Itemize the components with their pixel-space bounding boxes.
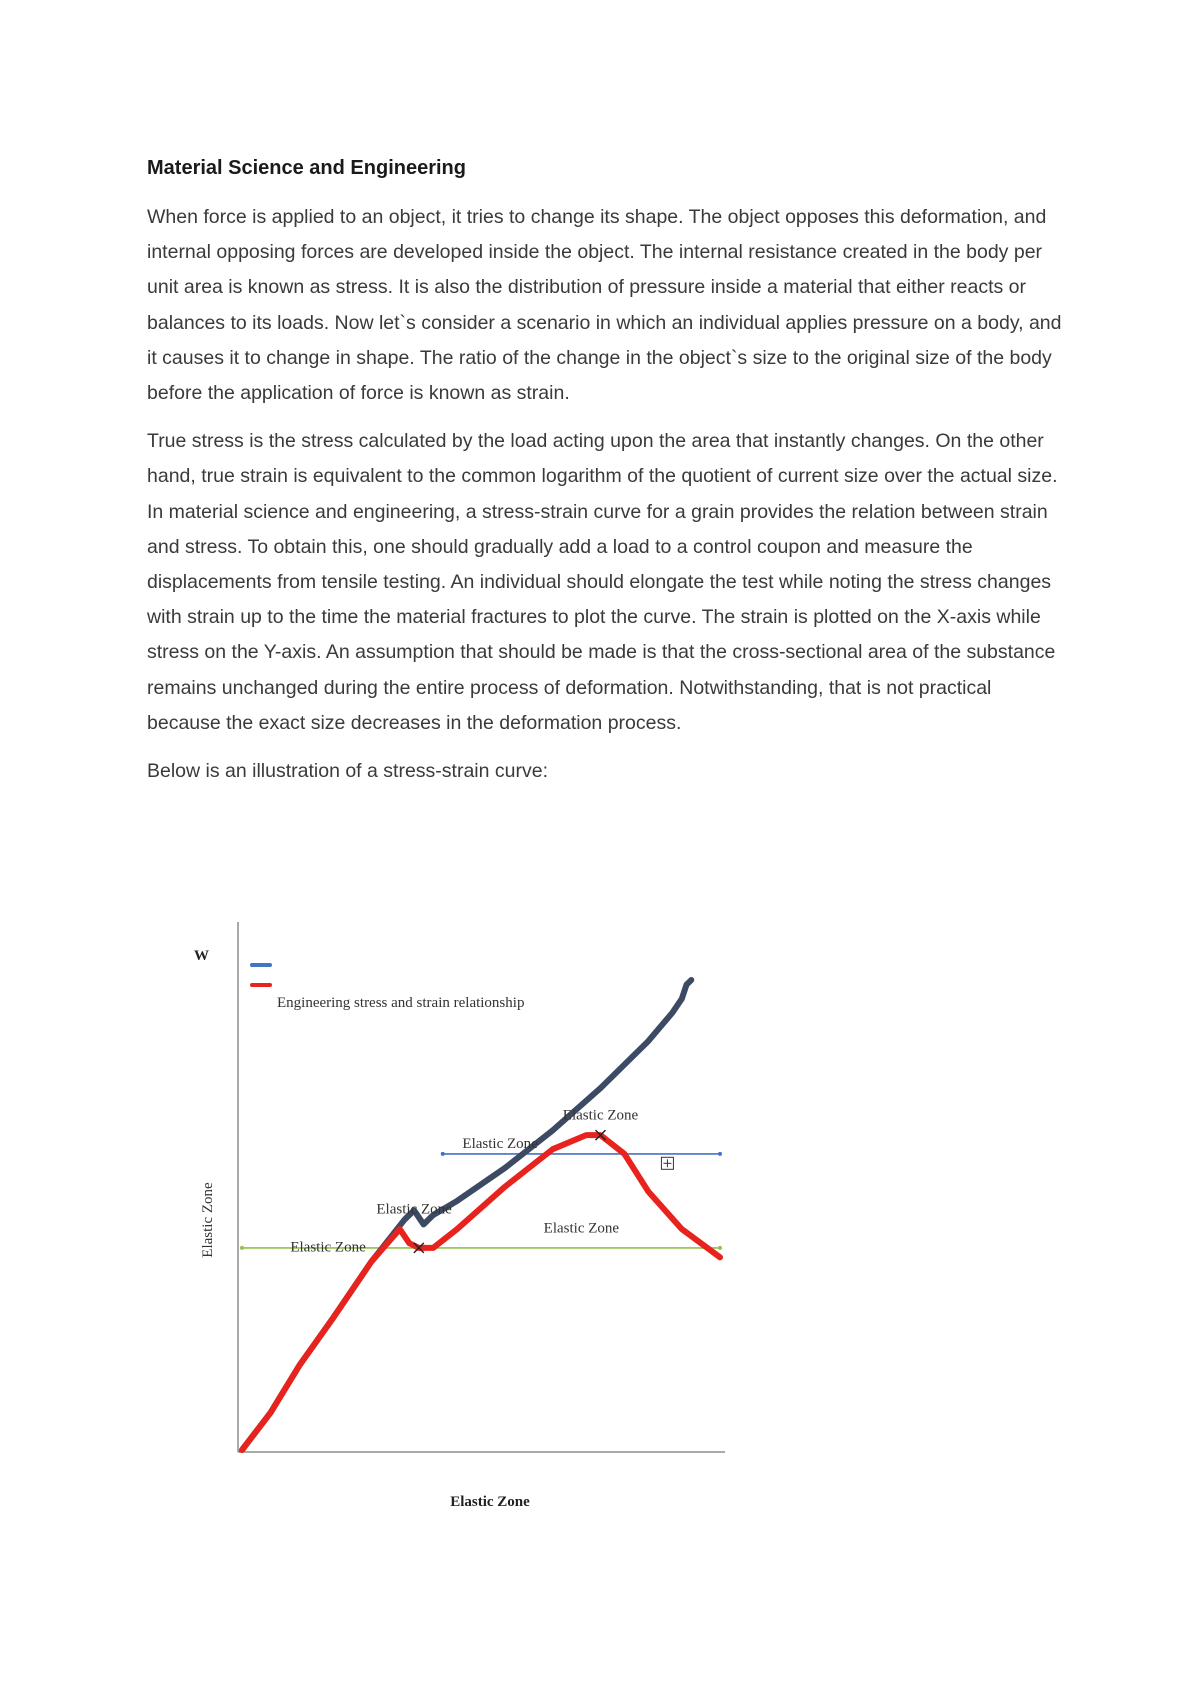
series-1-point-18 <box>718 1256 722 1260</box>
series-1-point-4 <box>369 1260 373 1264</box>
annotation-label-2: Elastic Zone <box>543 1220 620 1237</box>
series-line-0 <box>242 980 691 1450</box>
reference-line-start-1 <box>441 1152 445 1156</box>
series-1-point-14 <box>623 1152 627 1156</box>
document-body <box>147 150 1067 802</box>
stress-strain-figure <box>190 910 800 1520</box>
legend-label-1: Engineering stress and strain relationship <box>277 995 525 1011</box>
x-axis-title: Elastic Zone <box>450 1494 530 1510</box>
corner-label: W <box>194 948 209 964</box>
series-0-point-5 <box>403 1218 407 1222</box>
paragraph-stress-strain-intro: When force is applied to an object, it tries to change its shape. The object opposes this deformation, and internal opposing forces are developed inside the object. The internal resistance created in the body per unit area is known as stress. It is also the distribution of pressure inside a material that either reacts or balances to its loads. Now let`s consider a scenario in which an individual applies pressure on a body, and it causes it to change in shape. The ratio of the change in the object`s size to the original size of the body before the application of force is known as strain. <box>147 206 1062 405</box>
series-0-point-16 <box>685 983 689 987</box>
series-1-point-16 <box>680 1227 684 1231</box>
document-title: Material Science and Engineering <box>147 157 466 179</box>
stress-strain-chart <box>190 910 800 1520</box>
series-0-point-17 <box>690 978 694 982</box>
reference-line-start-0 <box>240 1246 244 1250</box>
series-1-point-1 <box>269 1411 273 1415</box>
series-1-point-12 <box>584 1133 588 1137</box>
series-0-point-12 <box>599 1086 603 1090</box>
annotation-label-3: Elastic Zone <box>462 1135 538 1152</box>
series-1-point-11 <box>551 1147 555 1151</box>
series-1-point-15 <box>647 1190 651 1194</box>
annotation-label-0: Elastic Zone <box>290 1239 366 1256</box>
series-0-point-14 <box>670 1011 674 1015</box>
series-1-point-0 <box>240 1448 244 1452</box>
series-0-point-7 <box>422 1223 426 1227</box>
series-1-point-9 <box>455 1227 459 1231</box>
annotation-label-1: Elastic Zone <box>376 1201 452 1218</box>
paragraph-figure-intro: Below is an illustration of a stress-strain curve: <box>147 760 548 783</box>
series-1-point-10 <box>503 1185 507 1189</box>
series-1-point-6 <box>408 1241 412 1245</box>
series-0-point-15 <box>680 997 684 1001</box>
y-axis-title: Elastic Zone <box>200 1182 216 1258</box>
annotation-label-4: Elastic Zone <box>562 1107 639 1124</box>
series-0-point-13 <box>647 1039 651 1043</box>
series-1-point-3 <box>331 1317 335 1321</box>
series-0-point-11 <box>551 1129 555 1133</box>
series-0-point-9 <box>455 1199 459 1203</box>
series-0-point-10 <box>503 1166 507 1170</box>
paragraph-true-stress: True stress is the stress calculated by the load acting upon the area that instantly changes. On the other hand, true strain is equivalent to the common logarithm of the quotient of current size over the actual size. In material science and engineering, a stress-strain curve for a grain provides the relation between strain and stress. To obtain this, one should gradually add a load to a control coupon and measure the displacements from tensile testing. An individual should elongate the test while noting the stress changes with strain up to the time the material fractures to plot the curve. The strain is plotted on the X-axis while stress on the Y-axis. An assumption that should be made is that the cross-sectional area of the substance remains unchanged during the entire process of deformation. Notwithstanding, that is not practical because the exact size decreases in the deformation process. <box>147 430 1058 734</box>
series-1-point-17 <box>699 1241 703 1245</box>
reference-line-end-1 <box>718 1152 722 1156</box>
series-1-point-5 <box>398 1227 402 1231</box>
series-1-point-2 <box>298 1364 302 1368</box>
plus-box-marker-2 <box>661 1157 673 1169</box>
series-1-point-8 <box>431 1246 435 1250</box>
reference-line-end-0 <box>718 1246 722 1250</box>
